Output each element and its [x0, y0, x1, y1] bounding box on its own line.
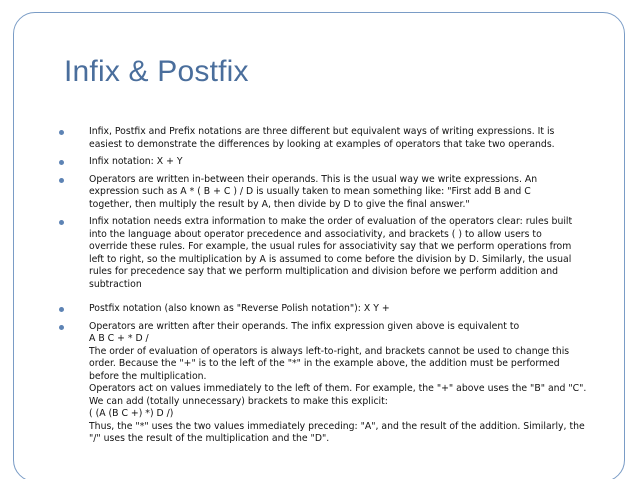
- bullet-item: [58, 174, 603, 212]
- bullet-line: "/" uses the result of the multiplication and the "D".: [89, 433, 330, 444]
- bullet-line: The order of evaluation of operators is always left-to-right, and brackets cannot be used to change this: [89, 345, 570, 357]
- bullet-line: override these rules. For example, the usual rules for associativity say that we perform operations from: [89, 241, 572, 252]
- bullet-line: subtraction: [89, 278, 142, 290]
- bullet-icon: [59, 325, 64, 330]
- bullet-icon: [59, 130, 64, 135]
- bullet-list: [58, 126, 603, 451]
- bullet-line: expression such as A * ( B + C ) / D is usually taken to mean something like: "First add B and C: [89, 186, 531, 197]
- bullet-item: [58, 303, 603, 316]
- bullet-line: order. Because the "+" is to the left of the "*" in the example above, the addition must be performed: [89, 358, 560, 369]
- bullet-line: rules for precedence say that we perform multiplication and division before we perform addition and: [89, 266, 559, 277]
- bullet-line: Infix, Postfix and Prefix notations are three different but equivalent ways of writing expressions. It is: [89, 126, 555, 137]
- bullet-line: Thus, the "*" uses the two values immediately preceding: "A", and the result of the addition. Similarly, the: [89, 420, 585, 432]
- bullet-item: [58, 156, 603, 169]
- bullet-item: [58, 321, 603, 446]
- bullet-icon: [59, 307, 64, 312]
- bullet-item: [58, 126, 603, 151]
- bullet-line: Operators are written in-between their operands. This is the usual way we write expressions. An: [89, 173, 538, 185]
- bullet-line: easiest to demonstrate the differences by looking at examples of operators that take two operands.: [89, 138, 555, 150]
- bullet-line: ( (A (B C +) *) D /): [89, 408, 174, 419]
- bullet-icon: [59, 160, 64, 165]
- bullet-icon: [59, 220, 64, 225]
- bullet-line: Postfix notation (also known as "Reverse Polish notation"): X Y +: [89, 303, 390, 314]
- bullet-line: into the language about operator precedence and associativity, and brackets ( ) to allow users to: [89, 228, 542, 240]
- bullet-line: Infix notation: X + Y: [89, 156, 183, 167]
- bullet-line: A B C + * D /: [89, 333, 149, 344]
- bullet-line: before the multiplication.: [89, 370, 207, 382]
- bullet-line: left to right, so the multiplication by A is assumed to come before the division by D. Similarly, the usual: [89, 253, 572, 265]
- bullet-line: Operators are written after their operands. The infix expression given above is equivalent to: [89, 320, 520, 332]
- bullet-line: Infix notation needs extra information to make the order of evaluation of the operators clear: rules built: [89, 216, 573, 227]
- bullet-item: [58, 216, 603, 291]
- bullet-line: together, then multiply the result by A, then divide by D to give the final answer.": [89, 198, 470, 210]
- bullet-line: Operators act on values immediately to the left of them. For example, the "+" above uses the "B" and "C".: [89, 383, 587, 394]
- bullet-line: We can add (totally unnecessary) brackets to make this explicit:: [89, 395, 388, 407]
- slide-title: Infix & Postfix: [64, 55, 249, 88]
- bullet-icon: [59, 178, 64, 183]
